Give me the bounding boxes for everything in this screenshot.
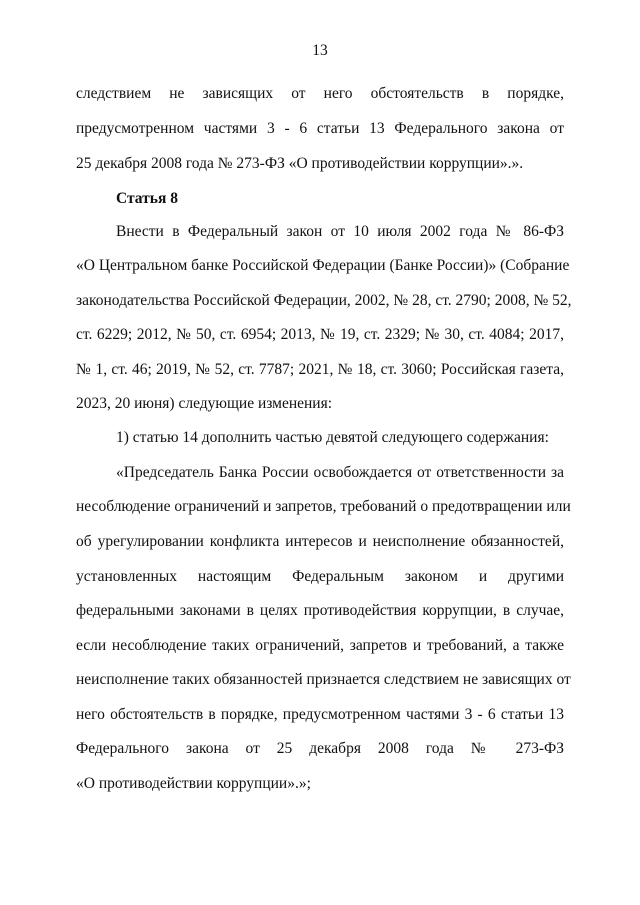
text-line: «Председатель Банка России освобождается от ответственности за bbox=[116, 464, 564, 481]
text-line: неисполнение таких обязанностей признается следствием не зависящих от bbox=[76, 671, 571, 688]
text-line: следствием не зависящих от него обстоятельств в порядке, bbox=[76, 85, 564, 102]
text-line: него обстоятельств в порядке, предусмотренном частями 3 - 6 статьи 13 bbox=[76, 706, 564, 723]
text-line: если несоблюдение таких ограничений, запретов и требований, а также bbox=[76, 637, 564, 654]
text-line: Внести в Федеральный закон от 10 июля 2002 года № 86-ФЗ bbox=[116, 223, 564, 240]
page-number: 13 bbox=[312, 42, 328, 59]
text-line: предусмотренном частями 3 - 6 статьи 13 Федерального закона от bbox=[76, 120, 564, 137]
text-line: «О противодействии коррупции».»; bbox=[76, 775, 311, 792]
text-line: «О Центральном банке Российской Федерации (Банке России)» (Собрание bbox=[76, 257, 570, 274]
text-line: 2023, 20 июня) следующие изменения: bbox=[76, 395, 333, 412]
text-line: ст. 6229; 2012, № 50, ст. 6954; 2013, № 19, ст. 2329; № 30, ст. 4084; 2017, bbox=[76, 326, 564, 343]
text-line: об урегулировании конфликта интересов и неисполнение обязанностей, bbox=[76, 533, 564, 550]
list-item: 1) статью 14 дополнить частью девятой следующего содержания: bbox=[116, 429, 549, 446]
text-line: 25 декабря 2008 года № 273-ФЗ «О противодействии коррупции».». bbox=[76, 155, 524, 172]
text-line: федеральными законами в целях противодействия коррупции, в случае, bbox=[76, 602, 564, 619]
text-line: № 1, ст. 46; 2019, № 52, ст. 7787; 2021, № 18, ст. 3060; Российская газета, bbox=[76, 361, 564, 378]
article-heading: Статья 8 bbox=[116, 190, 178, 207]
text-line: Федерального закона от 25 декабря 2008 года № 273-ФЗ bbox=[76, 740, 564, 757]
text-line: несоблюдение ограничений и запретов, требований о предотвращении или bbox=[76, 498, 571, 515]
text-line: установленных настоящим Федеральным законом и другими bbox=[76, 568, 564, 585]
text-line: законодательства Российской Федерации, 2002, № 28, ст. 2790; 2008, № 52, bbox=[76, 292, 572, 309]
